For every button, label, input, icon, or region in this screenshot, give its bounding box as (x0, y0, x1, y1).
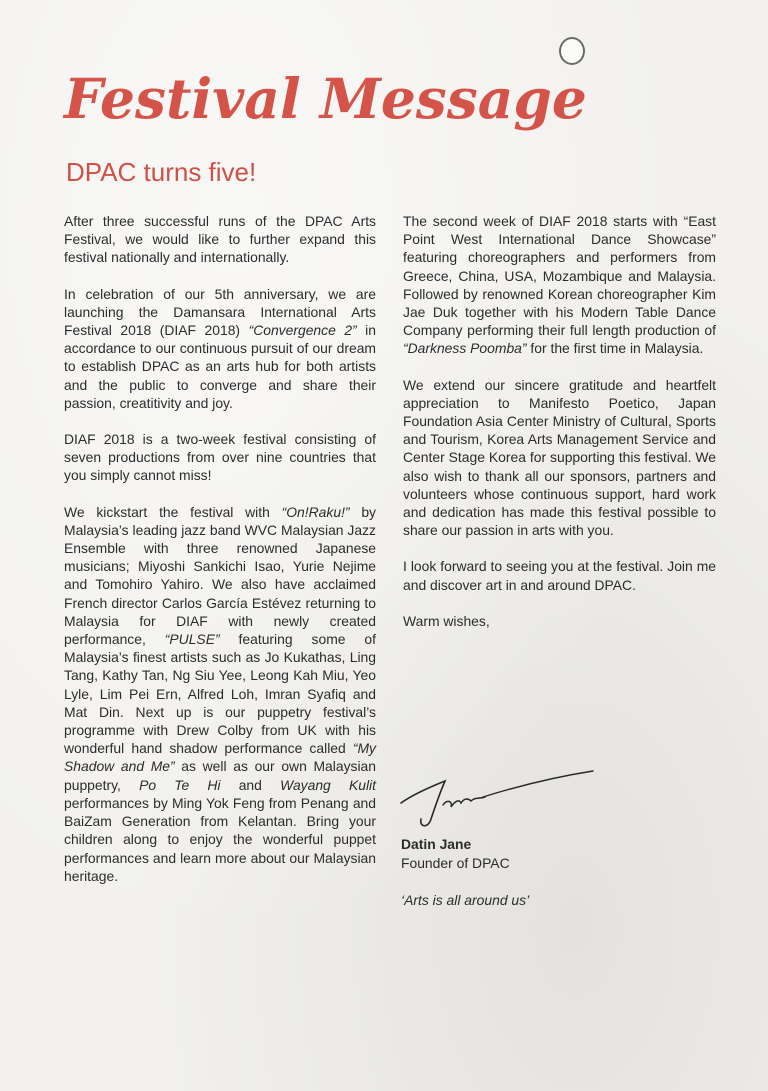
paragraph: I look forward to seeing you at the festival. Join me and discover art in and around DPAC. (403, 558, 716, 593)
closing: Warm wishes, (403, 612, 490, 629)
handwritten-signature (395, 755, 605, 835)
paragraph: In celebration of our 5th anniversary, we are launching the Damansara International Arts Festival 2018 (DIAF 2018) “Convergence 2” in accordance to our continuous pursuit of our dream to establish DPAC as an arts hub for both artists and the public to converge and share their passion, creatitivity and joy. (64, 285, 376, 411)
paragraph: After three successful runs of the DPAC Arts Festival, we would like to further expand this festival nationally and internationally. (64, 213, 376, 266)
tagline: ‘Arts is all around us’ (401, 892, 530, 908)
paragraph: DIAF 2018 is a two-week festival consisting of seven productions from over nine countries that you simply cannot miss! (64, 431, 376, 484)
page-title: Festival Message (64, 66, 587, 131)
right-column (403, 212, 716, 648)
punch-hole (559, 37, 585, 65)
signatory-role: Founder of DPAC (401, 855, 510, 871)
paragraph: We extend our sincere gratitude and heartfelt appreciation to Manifesto Poetico, Japan Foundation Asia Center Ministry of Cultural, Sports and Tourism, Korea Arts Management Service and Center Stage Korea for supporting this festival. We also wish to thank all our sponsors, partners and volunteers whose continuous support, hard work and dedication has made this festival possible to share our passion in arts with you. (403, 376, 716, 539)
paragraph: The second week of DIAF 2018 starts with “East Point West International Dance Showcase” featuring choreographers and performers from Greece, China, USA, Mozambique and Malaysia. Followed by renowned Korean choreographer Kim Jae Duk together with his Modern Table Dance Company performing their full length production of “Darkness Poomba” for the first time in Malaysia. (403, 213, 716, 357)
page-subtitle: DPAC turns five! (66, 157, 257, 187)
paragraph: We kickstart the festival with “On!Raku!” by Malaysia’s leading jazz band WVC Malaysian Jazz Ensemble with three renowned Japanese musicians; Miyoshi Sankichi Isao, Yurie Nejime and Tomohiro Yahiro. We also have acclaimed French director Carlos García Estévez returning to Malaysia for DIAF with newly created performance, “PULSE” featuring some of Malaysia’s finest artists such as Jo Kukathas, Ling Tang, Kathy Tan, Ng Siu Yee, Leong Kah Miu, Yeo Lyle, Lim Pei Ern, Alfred Loh, Imran Syafiq and Mat Din. Next up is our puppetry festival’s programme with Drew Colby from UK with his wonderful hand shadow performance called “My Shadow and Me” as well as our own Malaysian puppetry, Po Te Hi and Wayang Kulit performances by Ming Yok Feng from Penang and BaiZam Generation from Kelantan. Bring your children along to enjoy the wonderful puppet performances and learn more about our Malaysian heritage. (64, 503, 377, 884)
signatory-name: Datin Jane (401, 836, 472, 852)
left-column (64, 212, 376, 903)
